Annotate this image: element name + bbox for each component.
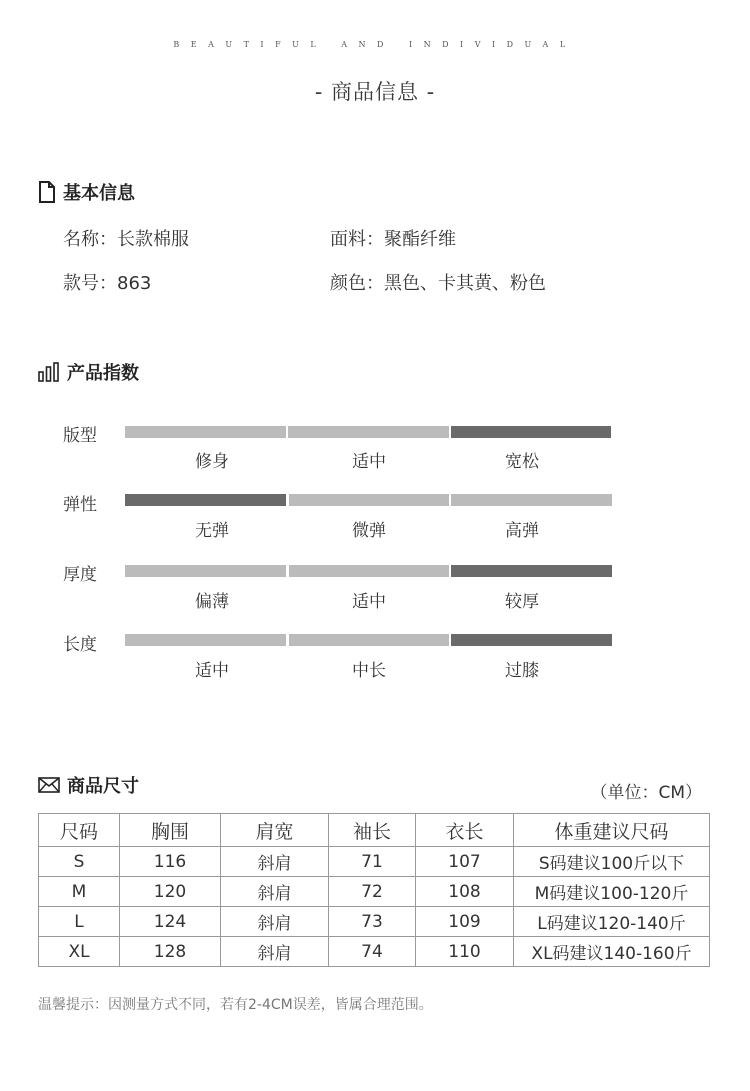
table-header-row bbox=[39, 814, 710, 847]
info-color-label: 颜色： bbox=[330, 273, 384, 294]
table-cell: L bbox=[39, 907, 120, 937]
envelope-icon bbox=[38, 777, 60, 793]
metric-elasticity-option: 微弹 bbox=[352, 521, 386, 541]
metric-length-option: 过膝 bbox=[505, 661, 539, 681]
metric-length-segment bbox=[289, 634, 449, 646]
column-header: 袖长 bbox=[329, 814, 416, 847]
metric-elasticity-option: 高弹 bbox=[505, 521, 539, 541]
column-header: 尺码 bbox=[39, 814, 120, 847]
bar-chart-icon bbox=[38, 362, 60, 382]
table-cell: 110 bbox=[416, 937, 514, 967]
footnote: 温馨提示：因测量方式不同，若有2-4CM误差，皆属合理范围。 bbox=[38, 997, 433, 1013]
metric-fit-option: 宽松 bbox=[505, 452, 539, 472]
info-style-number-value: 863 bbox=[117, 273, 152, 294]
column-header: 衣长 bbox=[416, 814, 514, 847]
table-cell: S bbox=[39, 847, 120, 877]
info-color bbox=[330, 269, 546, 295]
table-cell: XL bbox=[39, 937, 120, 967]
info-name-value: 长款棉服 bbox=[117, 229, 189, 250]
table-row bbox=[39, 907, 710, 937]
product-index-heading bbox=[38, 359, 139, 385]
table-cell: 120 bbox=[120, 877, 221, 907]
table-cell: 斜肩 bbox=[221, 847, 329, 877]
info-fabric bbox=[330, 225, 456, 251]
table-cell: 116 bbox=[120, 847, 221, 877]
tagline: BEAUTIFUL AND INDIVIDUAL bbox=[173, 40, 577, 49]
size-title: 商品尺寸 bbox=[67, 776, 139, 797]
basic-info-title: 基本信息 bbox=[63, 183, 135, 204]
table-cell: 斜肩 bbox=[221, 907, 329, 937]
metric-label-fit: 版型 bbox=[63, 426, 97, 446]
column-header: 胸围 bbox=[120, 814, 221, 847]
size-table bbox=[38, 813, 710, 967]
info-fabric-label: 面料： bbox=[330, 229, 384, 250]
metric-length-option: 适中 bbox=[195, 661, 229, 681]
table-cell: 108 bbox=[416, 877, 514, 907]
info-color-value: 黑色、卡其黄、粉色 bbox=[384, 273, 546, 294]
page-title: - 商品信息 - bbox=[314, 80, 436, 104]
document-icon bbox=[38, 181, 56, 203]
table-cell: M bbox=[39, 877, 120, 907]
basic-info-heading bbox=[38, 179, 135, 205]
info-style-number-label: 款号： bbox=[63, 273, 117, 294]
metric-label-elasticity: 弹性 bbox=[63, 495, 97, 515]
table-cell: 斜肩 bbox=[221, 937, 329, 967]
metric-elasticity-segment bbox=[289, 494, 449, 506]
table-row bbox=[39, 847, 710, 877]
table-cell: 107 bbox=[416, 847, 514, 877]
table-cell: 斜肩 bbox=[221, 877, 329, 907]
column-header: 肩宽 bbox=[221, 814, 329, 847]
table-row bbox=[39, 937, 710, 967]
table-cell: 109 bbox=[416, 907, 514, 937]
metric-thickness-segment bbox=[289, 565, 449, 577]
table-cell: 124 bbox=[120, 907, 221, 937]
metric-elasticity-segment bbox=[125, 494, 286, 506]
metric-thickness-segment bbox=[451, 565, 612, 577]
info-name-label: 名称： bbox=[63, 229, 117, 250]
metric-label-length: 长度 bbox=[63, 635, 97, 655]
size-heading bbox=[38, 772, 139, 798]
metric-fit-option: 适中 bbox=[352, 452, 386, 472]
table-cell: L码建议120-140斤 bbox=[514, 907, 710, 937]
table-cell: S码建议100斤以下 bbox=[514, 847, 710, 877]
metric-fit-option: 修身 bbox=[195, 452, 229, 472]
metric-length-segment bbox=[451, 634, 612, 646]
table-cell: 74 bbox=[329, 937, 416, 967]
table-row bbox=[39, 877, 710, 907]
table-cell: M码建议100-120斤 bbox=[514, 877, 710, 907]
metric-elasticity-option: 无弹 bbox=[195, 521, 229, 541]
metric-elasticity-segment bbox=[451, 494, 612, 506]
metric-fit-segment bbox=[125, 426, 286, 438]
info-style-number bbox=[63, 269, 151, 295]
metric-thickness-option: 适中 bbox=[352, 592, 386, 612]
table-cell: 73 bbox=[329, 907, 416, 937]
table-cell: XL码建议140-160斤 bbox=[514, 937, 710, 967]
metric-label-thickness: 厚度 bbox=[63, 565, 97, 585]
metric-thickness-option: 较厚 bbox=[505, 592, 539, 612]
column-header: 体重建议尺码 bbox=[514, 814, 710, 847]
table-cell: 128 bbox=[120, 937, 221, 967]
info-fabric-value: 聚酯纤维 bbox=[384, 229, 456, 250]
info-name bbox=[63, 225, 189, 251]
metric-thickness-option: 偏薄 bbox=[195, 592, 229, 612]
metric-thickness-segment bbox=[125, 565, 286, 577]
metric-fit-segment bbox=[451, 426, 611, 438]
table-cell: 72 bbox=[329, 877, 416, 907]
metric-fit-segment bbox=[288, 426, 449, 438]
unit-note: （单位：CM） bbox=[590, 783, 702, 803]
metric-length-option: 中长 bbox=[352, 661, 386, 681]
table-cell: 71 bbox=[329, 847, 416, 877]
product-index-title: 产品指数 bbox=[67, 363, 139, 384]
metric-length-segment bbox=[125, 634, 286, 646]
